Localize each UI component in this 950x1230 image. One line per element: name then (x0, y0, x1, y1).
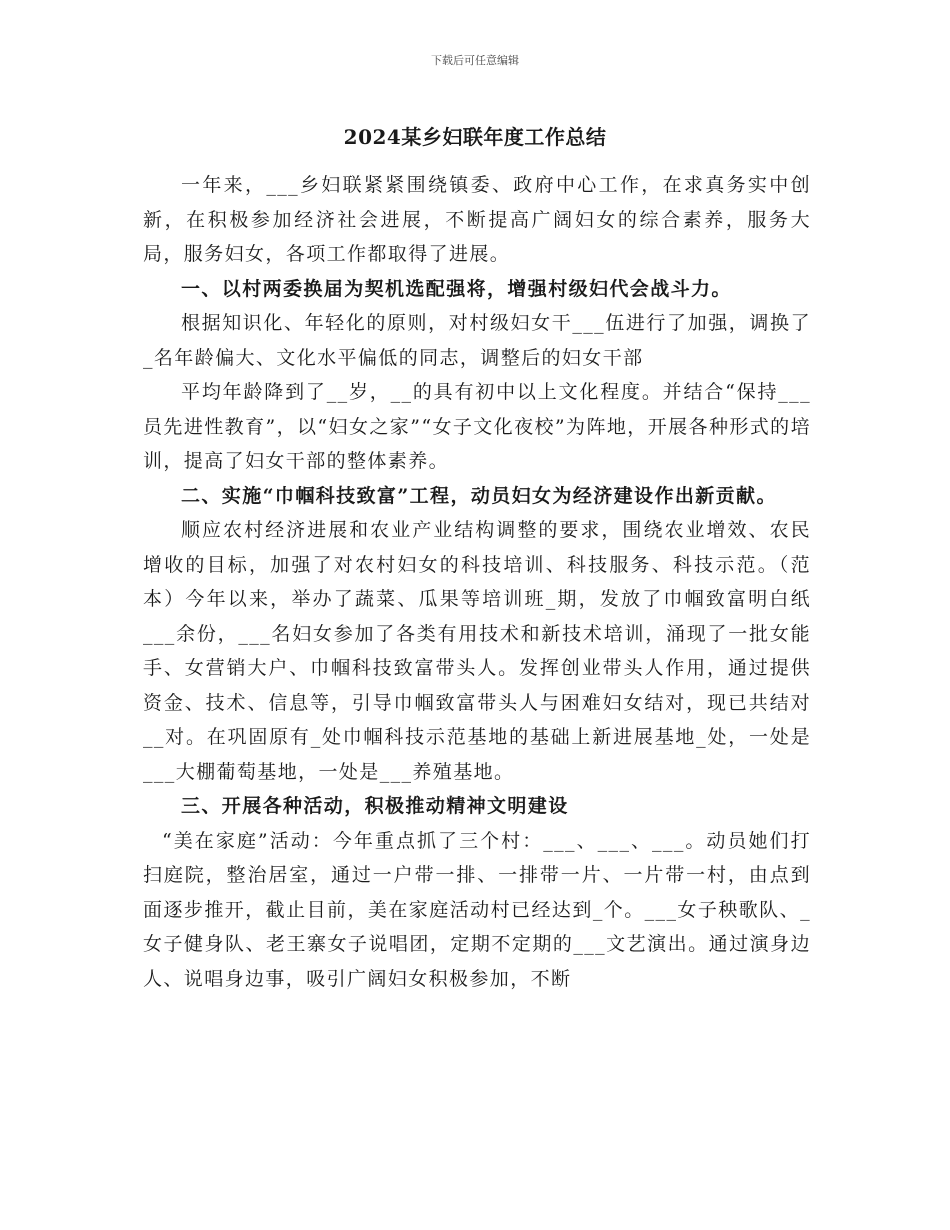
paragraph-section-1-b: 平均年龄降到了__岁，__的具有初中以上文化程度。并结合“保持___员先进性教育”，以“妇女之家”“女子文化夜校”为阵地，开展各种形式的培训，提高了妇女干部的整体素养。 (143, 381, 811, 472)
document-body (143, 168, 811, 996)
paragraph-section-1-a: 根据知识化、年轻化的原则，对村级妇女干___伍进行了加强，调换了_名年龄偏大、文化水平偏低的同志，调整后的妇女干部 (143, 312, 811, 369)
document-title: 2024某乡妇联年度工作总结 (343, 125, 607, 149)
paragraph-section-3: “美在家庭”活动：今年重点抓了三个村：___、___、___。动员她们打扫庭院，整治居室，通过一户带一排、一排带一片、一片带一村，由点到面逐步推开，截止目前，美在家庭活动村已经达到_个。___女子秧歌队、_女子健身队、老王寨女子说唱团，定期不定期的___文艺演出。通过演身边人、说唱身边事，吸引广阔妇女积极参加，不断 (143, 829, 811, 990)
header-note: 下载后可任意编辑 (431, 54, 519, 67)
section-heading-2: 二、实施“巾帼科技致富”工程，动员妇女为经济建设作出新贡献。 (181, 484, 777, 507)
section-heading-3: 三、开展各种活动，积极推动精神文明建设 (181, 795, 569, 817)
paragraph-intro: 一年来，___乡妇联紧紧围绕镇委、政府中心工作，在求真务实中创新，在积极参加经济社会进展，不断提高广阔妇女的综合素养，服务大局，服务妇女，各项工作都取得了进展。 (143, 174, 811, 265)
section-heading-1: 一、以村两委换届为契机选配强将，增强村级妇代会战斗力。 (181, 277, 732, 300)
paragraph-section-2: 顺应农村经济进展和农业产业结构调整的要求，围绕农业增效、农民增收的目标，加强了对农村妇女的科技培训、科技服务、科技示范。（范本）今年以来，举办了蔬菜、瓜果等培训班_期，发放了巾帼致富明白纸___余份，___名妇女参加了各类有用技术和新技术培训，涌现了一批女能手、女营销大户、巾帼科技致富带头人。发挥创业带头人作用，通过提供资金、技术、信息等，引导巾帼致富带头人与困难妇女结对，现已共结对__对。在巩固原有_处巾帼科技示范基地的基础上新进展基地_处，一处是___大棚葡萄基地，一处是___养殖基地。 (143, 519, 811, 783)
